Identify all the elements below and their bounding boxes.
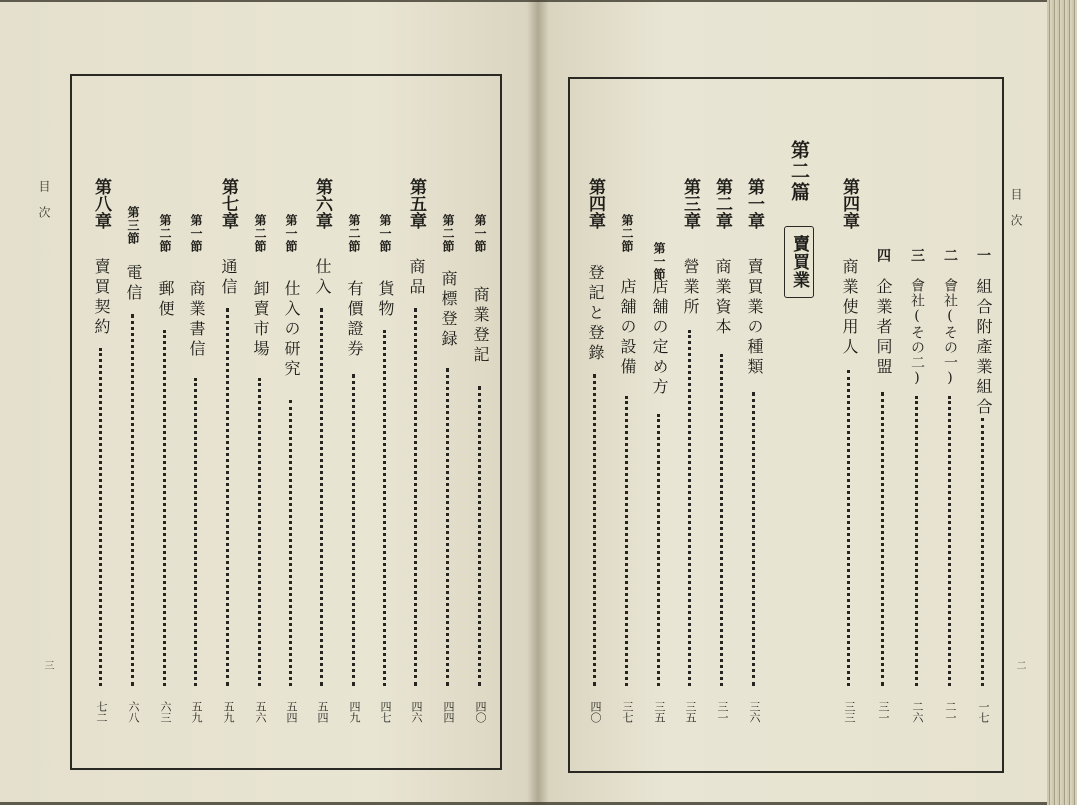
leader-dots <box>226 308 229 686</box>
toc-entry <box>405 178 427 723</box>
toc-entry-title: 通信 <box>219 258 238 298</box>
toc-entry-page: 三一 <box>716 701 729 723</box>
toc-entry <box>249 178 271 723</box>
toc-entry <box>122 178 144 723</box>
toc-entry-page: 四九 <box>348 701 361 723</box>
leader-dots <box>446 368 449 686</box>
toc-entry-head: 第二節 <box>620 214 634 253</box>
leader-dots <box>478 386 481 686</box>
leader-dots <box>320 308 323 686</box>
toc-entry <box>154 178 176 723</box>
toc-entry <box>280 178 302 723</box>
left-running-head: 目次 <box>37 180 51 232</box>
toc-entry-head: 第一節 <box>284 214 298 253</box>
toc-entry-title: 商業使用人 <box>840 258 859 358</box>
toc-entry-head: 第六章 <box>312 178 332 229</box>
toc-entry-page: 三五 <box>653 701 666 723</box>
toc-entry-title: 商品 <box>407 258 426 298</box>
toc-entry-head: 第一節 <box>652 242 666 281</box>
part-title-boxed: 賣買業 <box>784 226 814 298</box>
toc-entry-title: 賣買契約 <box>92 258 111 338</box>
toc-entry-head: 一 <box>975 248 991 263</box>
toc-entry-title: 組合附產業組合 <box>974 278 993 418</box>
leader-dots <box>352 374 355 686</box>
toc-entry-page: 四七 <box>379 701 392 723</box>
toc-entry-title: 登記と登錄 <box>586 264 605 364</box>
toc-entry-head: 第二節 <box>441 214 455 253</box>
leader-dots <box>847 370 850 686</box>
toc-entry-title: 會社(その二) <box>909 278 925 387</box>
toc-entry-page: 四〇 <box>589 701 602 723</box>
leader-dots <box>289 400 292 686</box>
leader-dots <box>657 414 660 686</box>
toc-entry-title: 商業資本 <box>713 258 732 338</box>
toc-entry-title: 商標登録 <box>439 270 458 350</box>
toc-entry-page: 七二 <box>95 701 108 723</box>
part-heading: 第二篇 <box>788 140 810 203</box>
toc-entry-title: 商業書信 <box>187 280 206 360</box>
leader-dots <box>258 378 261 686</box>
left-folio: 三 <box>42 660 53 670</box>
toc-entry <box>311 178 333 723</box>
toc-entry-page: 三三 <box>843 701 856 723</box>
toc-entry <box>374 178 396 723</box>
toc-entry <box>679 178 701 723</box>
toc-entry-title: 郵便 <box>156 280 175 320</box>
toc-entry <box>437 178 459 723</box>
toc-entry-page: 五九 <box>222 701 235 723</box>
toc-entry-head: 第二節 <box>347 214 361 253</box>
toc-entry-page: 五九 <box>190 701 203 723</box>
page-edges <box>1047 0 1077 805</box>
toc-entry-title: 仕入 <box>313 258 332 298</box>
toc-entry <box>743 178 765 723</box>
leader-dots <box>414 308 417 686</box>
leader-dots <box>131 314 134 686</box>
leader-dots <box>720 354 723 686</box>
toc-entry-title: 有價證券 <box>345 280 364 360</box>
toc-entry-title: 卸賣市場 <box>251 280 270 360</box>
toc-entry-page: 五六 <box>254 701 267 723</box>
toc-entry-page: 三五 <box>684 701 697 723</box>
toc-entry-page: 四四 <box>442 701 455 723</box>
leader-dots <box>752 392 755 686</box>
leader-dots <box>948 396 951 686</box>
toc-entry-page: 五四 <box>285 701 298 723</box>
toc-entry-page: 三一 <box>877 701 890 723</box>
toc-entry-head: 第三節 <box>126 206 140 245</box>
leader-dots <box>163 330 166 686</box>
toc-entry-title: 會社(その一) <box>942 278 958 387</box>
toc-entry-head: 第二章 <box>712 178 732 229</box>
toc-entry-head: 第二節 <box>253 214 267 253</box>
toc-entry-head: 第七章 <box>218 178 238 229</box>
toc-entry <box>648 178 670 723</box>
toc-entry-head: 第四章 <box>585 178 605 229</box>
toc-entry-page: 五四 <box>316 701 329 723</box>
leader-dots <box>625 396 628 686</box>
leader-dots <box>981 418 984 686</box>
toc-entry-page: 二一 <box>944 701 957 723</box>
toc-entry <box>343 178 365 723</box>
toc-entry-title: 企業者同盟 <box>874 278 893 378</box>
toc-entry-page: 四六 <box>410 701 423 723</box>
toc-entry-page: 四〇 <box>474 701 487 723</box>
toc-entry-head: 第八章 <box>91 178 111 229</box>
toc-entry-head: 第五章 <box>406 178 426 229</box>
toc-entry-title: 貨物 <box>376 280 395 320</box>
toc-entry-head: 第一節 <box>378 214 392 253</box>
book-gutter <box>527 0 549 805</box>
toc-entry-title: 店舖の設備 <box>618 278 637 378</box>
toc-entry-title: 仕入の研究 <box>282 280 301 380</box>
toc-entry <box>906 178 928 723</box>
toc-entry-title: 營業所 <box>681 258 700 318</box>
toc-entry <box>616 178 638 723</box>
toc-entry-title: 商業登記 <box>471 286 490 366</box>
right-folio: 二 <box>1014 660 1025 670</box>
toc-entry-title: 電信 <box>124 264 143 304</box>
toc-entry-head: 第一節 <box>189 214 203 253</box>
toc-entry-head: 第二節 <box>158 214 172 253</box>
toc-entry-title: 賣買業の種類 <box>745 258 764 378</box>
toc-entry-page: 六八 <box>127 701 140 723</box>
toc-entry-title: 店舖の定め方 <box>650 278 669 398</box>
toc-entry-head: 第一節 <box>473 214 487 253</box>
toc-entry-page: 三六 <box>748 701 761 723</box>
toc-entry-head: 四 <box>875 248 891 263</box>
toc-entry-head: 第一章 <box>744 178 764 229</box>
toc-entry-head: 二 <box>942 248 958 263</box>
toc-entry <box>584 178 606 723</box>
toc-entry <box>872 178 894 723</box>
leader-dots <box>915 396 918 686</box>
leader-dots <box>688 330 691 686</box>
toc-entry-page: 六三 <box>159 701 172 723</box>
toc-entry <box>469 178 491 723</box>
leader-dots <box>194 378 197 686</box>
toc-entry <box>185 178 207 723</box>
leader-dots <box>593 374 596 686</box>
toc-entry <box>217 178 239 723</box>
leader-dots <box>99 348 102 686</box>
toc-entry <box>711 178 733 723</box>
toc-entry-page: 一七 <box>977 701 990 723</box>
toc-entry <box>90 178 112 723</box>
leader-dots <box>383 330 386 686</box>
toc-entry-head: 三 <box>909 248 925 263</box>
leader-dots <box>881 392 884 686</box>
toc-entry <box>972 178 994 723</box>
toc-entry <box>838 178 860 723</box>
toc-entry-head: 第四章 <box>839 178 859 229</box>
toc-entry-page: 三七 <box>621 701 634 723</box>
toc-entry-head: 第三章 <box>680 178 700 229</box>
toc-entry <box>939 178 961 723</box>
toc-entry-page: 二六 <box>911 701 924 723</box>
right-running-head: 目次 <box>1009 188 1023 240</box>
